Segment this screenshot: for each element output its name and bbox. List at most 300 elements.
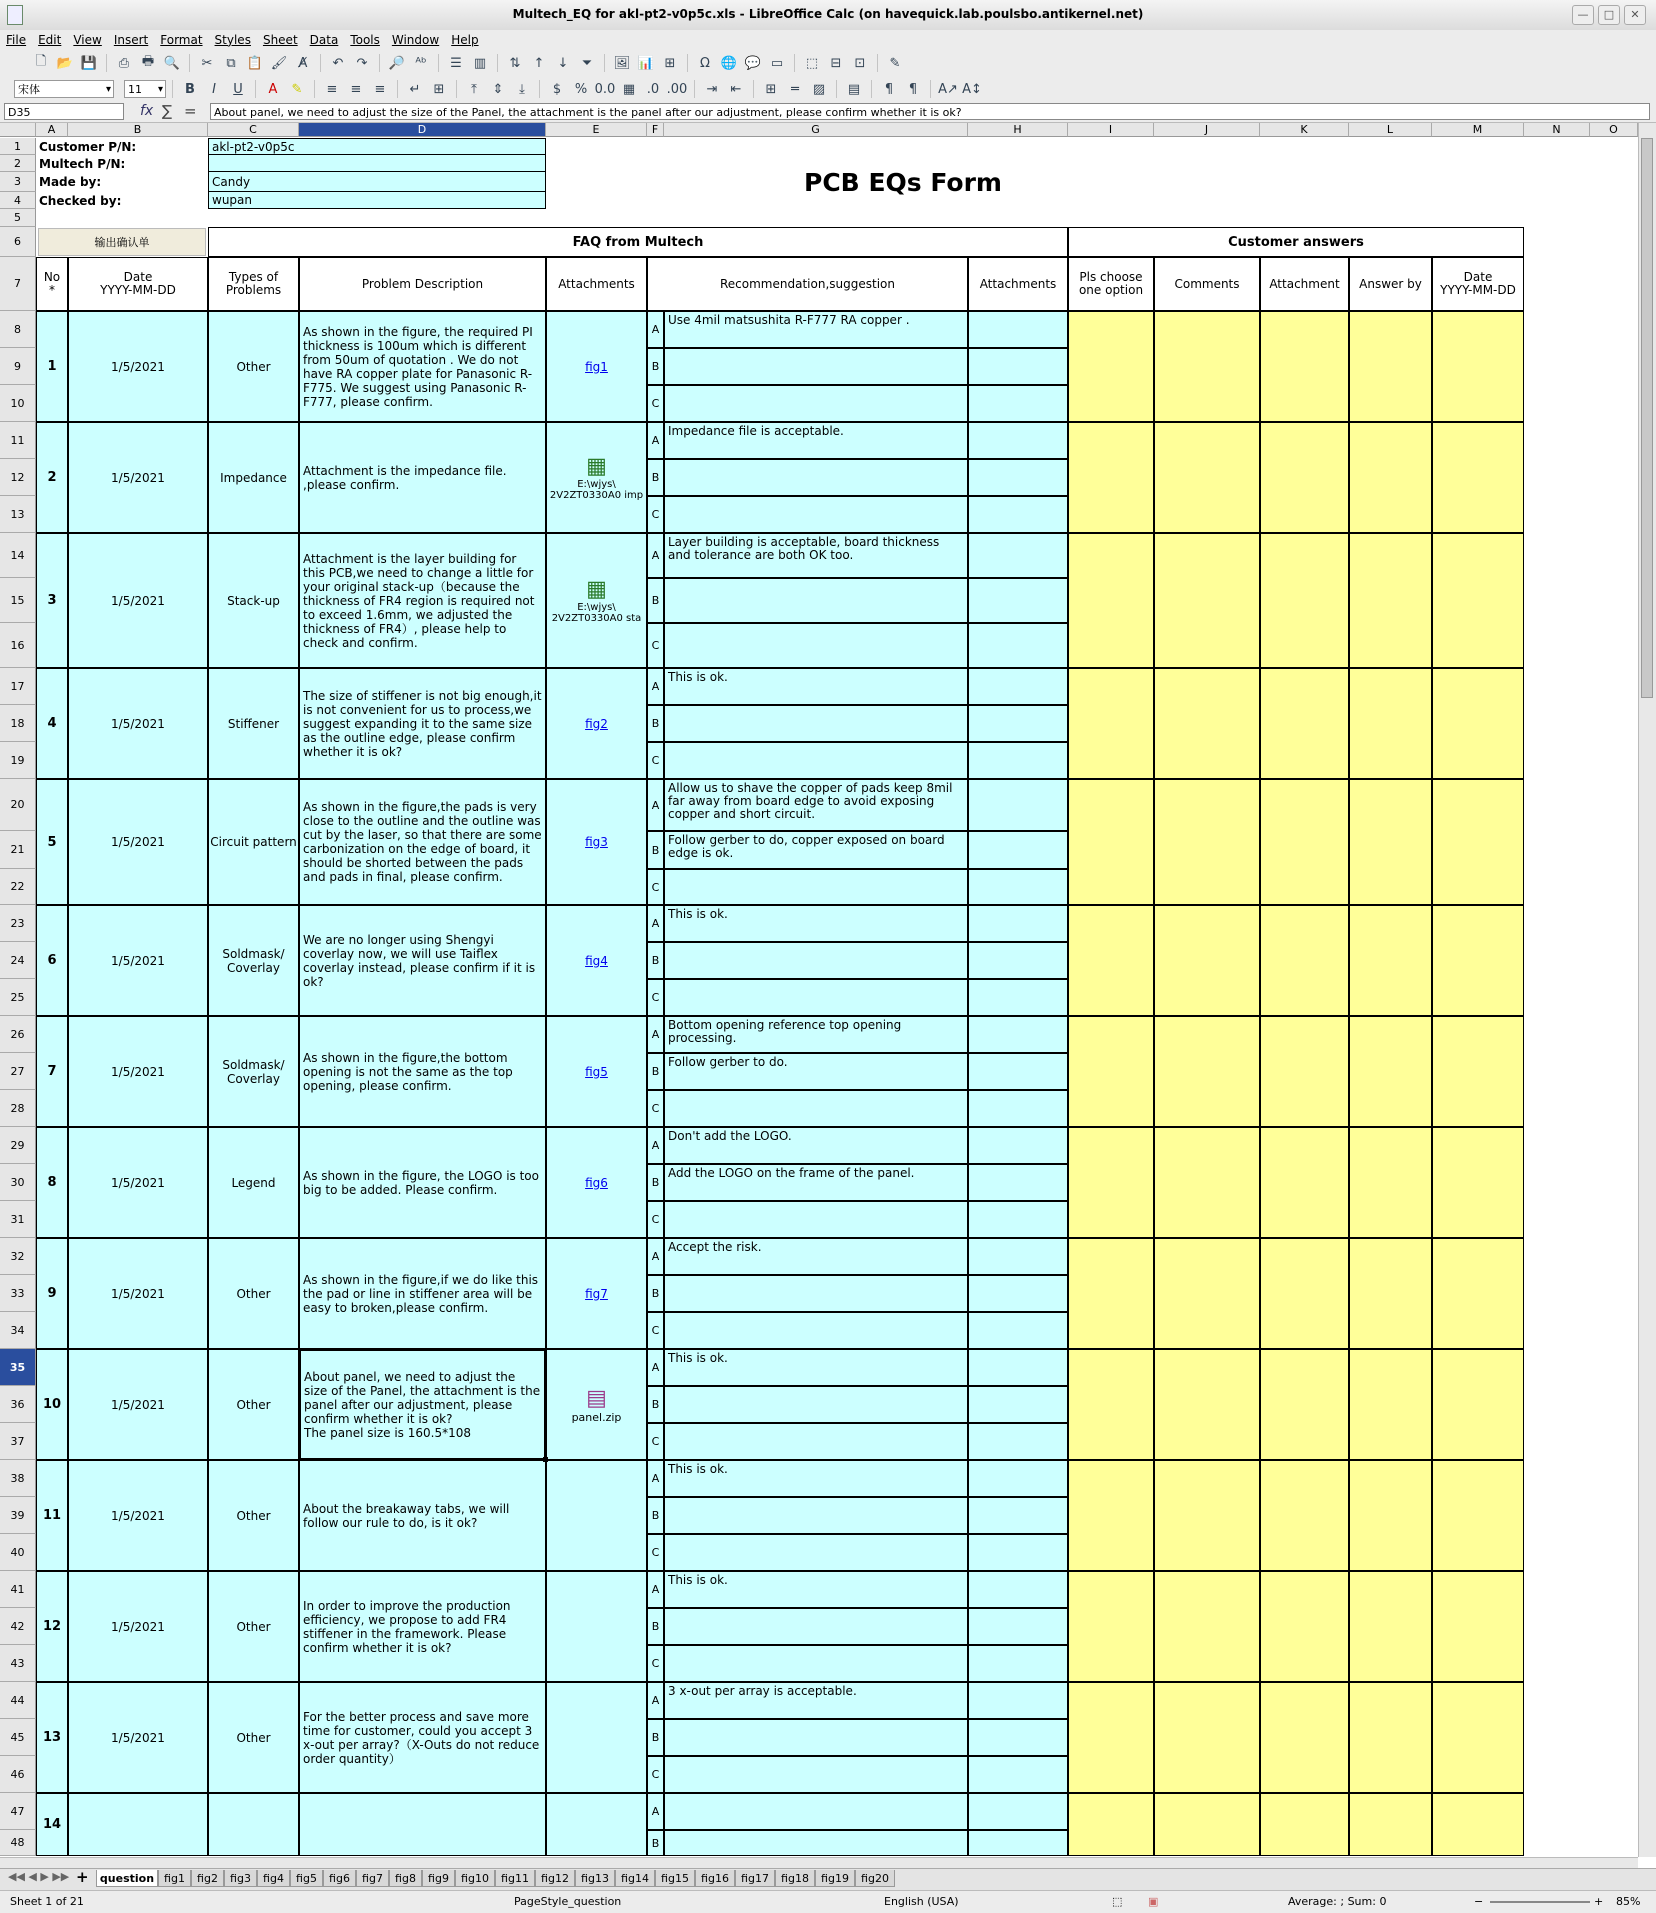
row-header[interactable]: 13 bbox=[0, 496, 36, 533]
row-header[interactable]: 27 bbox=[0, 1053, 36, 1090]
option-recommendation[interactable]: This is ok. bbox=[664, 668, 968, 705]
option-letter[interactable]: C bbox=[647, 1645, 664, 1682]
question-attachment[interactable] bbox=[546, 422, 647, 533]
question-description[interactable]: The size of stiffener is not big enough,it is not convenient for us to process,we suggest expanding it to the same size as the outline edge, please confirm whether it is ok? bbox=[299, 668, 546, 779]
header-value-1[interactable]: akl-pt2-v0p5c bbox=[208, 138, 546, 155]
header-label-1[interactable]: Customer P/N: bbox=[39, 139, 137, 154]
answer-cell-i[interactable] bbox=[1068, 1460, 1154, 1571]
attachment-link[interactable]: fig2 bbox=[585, 716, 608, 731]
question-date[interactable]: 1/5/2021 bbox=[68, 1460, 208, 1571]
highlight-color-icon[interactable]: ✎ bbox=[291, 81, 303, 97]
row-header[interactable]: 35 bbox=[0, 1349, 36, 1386]
question-date[interactable]: 1/5/2021 bbox=[68, 1682, 208, 1793]
answer-cell-i[interactable] bbox=[1068, 422, 1154, 533]
font-color-icon[interactable]: A bbox=[268, 81, 278, 97]
question-type[interactable]: Other bbox=[208, 311, 299, 422]
text-vertical-icon[interactable]: A↕ bbox=[962, 81, 982, 97]
option-recommendation[interactable] bbox=[664, 742, 968, 779]
question-no[interactable]: 7 bbox=[36, 1016, 68, 1127]
cut-icon[interactable]: ✂ bbox=[201, 55, 213, 71]
option-letter[interactable]: B bbox=[647, 348, 664, 385]
question-no[interactable]: 3 bbox=[36, 533, 68, 668]
option-attachment[interactable] bbox=[968, 1534, 1068, 1571]
option-attachment[interactable] bbox=[968, 1645, 1068, 1682]
option-letter[interactable]: C bbox=[647, 869, 664, 905]
question-type[interactable]: Stack-up bbox=[208, 533, 299, 668]
answer-cell-m[interactable] bbox=[1432, 1793, 1524, 1856]
question-no[interactable]: 10 bbox=[36, 1349, 68, 1460]
new-document-icon[interactable]: 🗋 bbox=[35, 54, 47, 69]
menu-window[interactable]: Window bbox=[391, 33, 440, 47]
table-header-no[interactable]: No * bbox=[36, 257, 68, 311]
text-ltr-icon[interactable]: A↗ bbox=[938, 81, 958, 97]
function-wizard-icon[interactable]: fx bbox=[140, 103, 154, 119]
row-header[interactable]: 19 bbox=[0, 742, 36, 779]
option-recommendation[interactable]: Add the LOGO on the frame of the panel. bbox=[664, 1164, 968, 1201]
hyperlink-icon[interactable]: 🌐 bbox=[720, 55, 738, 71]
sheet-tab-fig15[interactable]: fig15 bbox=[655, 1870, 695, 1887]
answer-cell-l[interactable] bbox=[1349, 1571, 1432, 1682]
option-recommendation[interactable] bbox=[664, 1719, 968, 1756]
answer-cell-k[interactable] bbox=[1260, 1349, 1349, 1460]
row-header[interactable]: 8 bbox=[0, 311, 36, 348]
spreadsheet-file-icon[interactable]: ▦ bbox=[586, 577, 607, 602]
option-recommendation[interactable] bbox=[664, 1201, 968, 1238]
add-decimal-icon[interactable]: .0 bbox=[646, 81, 660, 97]
option-attachment[interactable] bbox=[968, 459, 1068, 496]
question-date[interactable]: 1/5/2021 bbox=[68, 422, 208, 533]
comment-icon[interactable]: 💬 bbox=[744, 55, 762, 71]
tab-nav-arrows-icon[interactable]: ◀◀ ◀ ▶ ▶▶ bbox=[8, 1870, 70, 1883]
rtl-icon[interactable]: ¶ bbox=[908, 81, 918, 97]
row-header[interactable]: 7 bbox=[0, 257, 36, 311]
option-letter[interactable]: B bbox=[647, 831, 664, 869]
option-recommendation[interactable] bbox=[664, 942, 968, 979]
increase-indent-icon[interactable]: ⇥ bbox=[706, 81, 718, 97]
question-type[interactable]: Legend bbox=[208, 1127, 299, 1238]
option-recommendation[interactable]: Accept the risk. bbox=[664, 1238, 968, 1275]
question-description[interactable]: As shown in the figure,the pads is very close to the outline and the outline was cut by the laser, so that there are some carbonization on the edge of board, it should be shorted between the pads and pads in final, please confirm. bbox=[299, 779, 546, 905]
sheet-tab-fig2[interactable]: fig2 bbox=[191, 1870, 224, 1887]
menu-sheet[interactable]: Sheet bbox=[262, 33, 298, 47]
option-attachment[interactable] bbox=[968, 705, 1068, 742]
option-recommendation[interactable]: This is ok. bbox=[664, 1571, 968, 1608]
option-recommendation[interactable] bbox=[664, 1386, 968, 1423]
option-recommendation[interactable] bbox=[664, 869, 968, 905]
menu-tools[interactable]: Tools bbox=[350, 33, 380, 47]
answer-cell-j[interactable] bbox=[1154, 1238, 1260, 1349]
option-attachment[interactable] bbox=[968, 1386, 1068, 1423]
answer-cell-j[interactable] bbox=[1154, 1571, 1260, 1682]
row-header[interactable]: 2 bbox=[0, 155, 36, 172]
option-letter[interactable]: B bbox=[647, 459, 664, 496]
answer-cell-i[interactable] bbox=[1068, 533, 1154, 668]
redo-icon[interactable]: ↷ bbox=[356, 55, 368, 71]
sheet-tab-fig3[interactable]: fig3 bbox=[224, 1870, 257, 1887]
question-no[interactable]: 13 bbox=[36, 1682, 68, 1793]
option-recommendation[interactable]: Follow gerber to do, copper exposed on board edge is ok. bbox=[664, 831, 968, 869]
sort-ascending-icon[interactable]: ↑ bbox=[533, 55, 545, 71]
question-no[interactable]: 9 bbox=[36, 1238, 68, 1349]
header-value-4[interactable]: wupan bbox=[208, 192, 546, 209]
answer-cell-m[interactable] bbox=[1432, 533, 1524, 668]
table-header-recommendation[interactable]: Recommendation,suggestion bbox=[647, 257, 968, 311]
export-pdf-icon[interactable]: ⎙ bbox=[118, 55, 130, 71]
sheet-tab-fig9[interactable]: fig9 bbox=[422, 1870, 455, 1887]
question-date[interactable]: 1/5/2021 bbox=[68, 1238, 208, 1349]
header-footer-icon[interactable]: ▭ bbox=[770, 55, 784, 71]
row-header[interactable]: 44 bbox=[0, 1682, 36, 1719]
question-attachment[interactable] bbox=[546, 1793, 647, 1856]
option-recommendation[interactable]: Use 4mil matsushita R-F777 RA copper . bbox=[664, 311, 968, 348]
option-letter[interactable]: A bbox=[647, 905, 664, 942]
option-recommendation[interactable] bbox=[664, 348, 968, 385]
sheet-tab-fig17[interactable]: fig17 bbox=[735, 1870, 775, 1887]
question-attachment[interactable] bbox=[546, 779, 647, 905]
column-header-b[interactable]: B bbox=[68, 123, 208, 137]
row-header[interactable]: 22 bbox=[0, 869, 36, 905]
row-header[interactable]: 28 bbox=[0, 1090, 36, 1127]
option-attachment[interactable] bbox=[968, 311, 1068, 348]
row-header[interactable]: 33 bbox=[0, 1275, 36, 1312]
row-header[interactable]: 24 bbox=[0, 942, 36, 979]
column-header-d[interactable]: D bbox=[299, 123, 546, 137]
answer-cell-k[interactable] bbox=[1260, 1682, 1349, 1793]
option-letter[interactable]: C bbox=[647, 385, 664, 422]
select-all-corner[interactable] bbox=[0, 123, 36, 137]
answer-cell-i[interactable] bbox=[1068, 1793, 1154, 1856]
row-header[interactable]: 11 bbox=[0, 422, 36, 459]
border-color-icon[interactable]: ▨ bbox=[812, 81, 826, 97]
ltr-icon[interactable]: ¶ bbox=[884, 81, 894, 97]
option-recommendation[interactable] bbox=[664, 1275, 968, 1312]
row-header[interactable]: 26 bbox=[0, 1016, 36, 1053]
row-header[interactable]: 23 bbox=[0, 905, 36, 942]
question-attachment[interactable] bbox=[546, 1127, 647, 1238]
option-attachment[interactable] bbox=[968, 1127, 1068, 1164]
option-letter[interactable]: A bbox=[647, 422, 664, 459]
row-header[interactable]: 37 bbox=[0, 1423, 36, 1460]
option-letter[interactable]: A bbox=[647, 668, 664, 705]
question-description[interactable]: As shown in the figure,if we do like this the pad or line in stiffener area will be easy to broken,please confirm. bbox=[299, 1238, 546, 1349]
question-no[interactable]: 1 bbox=[36, 311, 68, 422]
option-recommendation[interactable] bbox=[664, 705, 968, 742]
row-header[interactable]: 40 bbox=[0, 1534, 36, 1571]
row-header[interactable]: 30 bbox=[0, 1164, 36, 1201]
row-header[interactable]: 5 bbox=[0, 209, 36, 227]
option-recommendation[interactable] bbox=[664, 496, 968, 533]
option-recommendation[interactable] bbox=[664, 385, 968, 422]
answer-cell-i[interactable] bbox=[1068, 668, 1154, 779]
row-header[interactable]: 48 bbox=[0, 1830, 36, 1856]
insert-image-icon[interactable]: 🖼 bbox=[613, 55, 631, 71]
answer-cell-j[interactable] bbox=[1154, 422, 1260, 533]
question-no[interactable]: 6 bbox=[36, 905, 68, 1016]
answer-cell-k[interactable] bbox=[1260, 1571, 1349, 1682]
option-recommendation[interactable] bbox=[664, 979, 968, 1016]
font-size-select[interactable]: 11 ▾ bbox=[124, 80, 166, 98]
column-header-g[interactable]: G bbox=[664, 123, 968, 137]
special-character-icon[interactable]: Ω bbox=[700, 55, 710, 71]
option-attachment[interactable] bbox=[968, 1497, 1068, 1534]
answer-cell-j[interactable] bbox=[1154, 905, 1260, 1016]
option-recommendation[interactable]: Follow gerber to do. bbox=[664, 1053, 968, 1090]
table-header-attachments2[interactable]: Attachments bbox=[968, 257, 1068, 311]
row-header[interactable]: 6 bbox=[0, 227, 36, 257]
row-header[interactable]: 9 bbox=[0, 348, 36, 385]
row-header[interactable]: 39 bbox=[0, 1497, 36, 1534]
attachment-link[interactable]: fig4 bbox=[585, 953, 608, 968]
option-recommendation[interactable] bbox=[664, 1423, 968, 1460]
attachment-link[interactable]: fig5 bbox=[585, 1064, 608, 1079]
row-header[interactable]: 12 bbox=[0, 459, 36, 496]
answer-cell-j[interactable] bbox=[1154, 533, 1260, 668]
align-middle-icon[interactable]: ⇕ bbox=[492, 81, 504, 97]
selection-handle[interactable] bbox=[543, 1457, 548, 1462]
align-top-icon[interactable]: ⤒ bbox=[471, 81, 477, 97]
form-title[interactable]: PCB EQs Form bbox=[804, 167, 1002, 197]
sheet-tab-fig10[interactable]: fig10 bbox=[455, 1870, 495, 1887]
menu-styles[interactable]: Styles bbox=[214, 33, 251, 47]
header-label-3[interactable]: Made by: bbox=[39, 175, 102, 189]
option-letter[interactable]: C bbox=[647, 1090, 664, 1127]
answer-cell-i[interactable] bbox=[1068, 1127, 1154, 1238]
question-no[interactable]: 4 bbox=[36, 668, 68, 779]
row-header[interactable]: 47 bbox=[0, 1793, 36, 1830]
borders-icon[interactable]: ⊞ bbox=[765, 81, 777, 97]
option-letter[interactable]: A bbox=[647, 1349, 664, 1386]
question-no[interactable]: 2 bbox=[36, 422, 68, 533]
answer-cell-k[interactable] bbox=[1260, 311, 1349, 422]
column-header-o[interactable]: O bbox=[1590, 123, 1638, 137]
vertical-scrollbar[interactable] bbox=[1638, 123, 1656, 1857]
question-description[interactable]: About panel, we need to adjust the size of the Panel, the attachment is the panel after our adjustment, please confirm whether it is ok? The panel size is 160.5*108 bbox=[299, 1349, 546, 1460]
table-header-date2[interactable]: Date YYYY-MM-DD bbox=[1432, 257, 1524, 311]
header-value-2[interactable] bbox=[208, 155, 546, 172]
table-header-choose[interactable]: Pls choose one option bbox=[1068, 257, 1154, 311]
question-attachment[interactable] bbox=[546, 533, 647, 668]
question-type[interactable]: Stiffener bbox=[208, 668, 299, 779]
row-header[interactable]: 21 bbox=[0, 831, 36, 869]
column-icon[interactable]: ▥ bbox=[473, 55, 487, 71]
option-letter[interactable]: B bbox=[647, 1719, 664, 1756]
option-recommendation[interactable]: Bottom opening reference top opening processing. bbox=[664, 1016, 968, 1053]
menu-view[interactable]: View bbox=[73, 33, 102, 47]
question-description[interactable]: As shown in the figure, the LOGO is too big to be added. Please confirm. bbox=[299, 1127, 546, 1238]
answer-cell-l[interactable] bbox=[1349, 1793, 1432, 1856]
option-letter[interactable]: C bbox=[647, 496, 664, 533]
zoom-slider[interactable] bbox=[1490, 1901, 1590, 1903]
answer-cell-j[interactable] bbox=[1154, 1682, 1260, 1793]
merge-center-icon[interactable]: ⊞ bbox=[433, 81, 445, 97]
print-preview-icon[interactable]: 🔍 bbox=[163, 55, 181, 71]
row-header[interactable]: 1 bbox=[0, 138, 36, 155]
row-header[interactable]: 43 bbox=[0, 1645, 36, 1682]
show-draw-functions-icon[interactable]: ✎ bbox=[889, 55, 901, 71]
save-icon[interactable]: 💾 bbox=[80, 55, 98, 71]
sheet-tab-fig13[interactable]: fig13 bbox=[575, 1870, 615, 1887]
column-header-m[interactable]: M bbox=[1432, 123, 1524, 137]
answer-cell-j[interactable] bbox=[1154, 1460, 1260, 1571]
option-recommendation[interactable]: 3 x-out per array is acceptable. bbox=[664, 1682, 968, 1719]
answer-cell-m[interactable] bbox=[1432, 1127, 1524, 1238]
option-attachment[interactable] bbox=[968, 1682, 1068, 1719]
question-description[interactable]: As shown in the figure, the required PI thickness is 100um which is different from 50um of quotation . We do not have RA copper plate for Panasonic R-F775. We suggest using Panasonic R-F777, please confirm. bbox=[299, 311, 546, 422]
table-header-desc[interactable]: Problem Description bbox=[299, 257, 546, 311]
question-description[interactable]: We are no longer using Shengyi coverlay now, we will use Taiflex coverlay instead, please confirm if it is ok? bbox=[299, 905, 546, 1016]
option-attachment[interactable] bbox=[968, 1830, 1068, 1856]
option-attachment[interactable] bbox=[968, 1756, 1068, 1793]
question-description[interactable]: Attachment is the layer building for this PCB,we need to change a little for your original stack-up（because the thickness of FR4 region is required not to exceed 1.6mm, we adjusted the thickness of FR4）, please help to check and confirm. bbox=[299, 533, 546, 668]
question-date[interactable]: 1/5/2021 bbox=[68, 311, 208, 422]
question-type[interactable]: Other bbox=[208, 1238, 299, 1349]
number-format-icon[interactable]: 0.0 bbox=[594, 81, 616, 97]
option-attachment[interactable] bbox=[968, 1275, 1068, 1312]
minimize-icon[interactable]: — bbox=[1572, 5, 1594, 25]
option-letter[interactable]: A bbox=[647, 1682, 664, 1719]
export-confirm-button[interactable]: 输出确认单 bbox=[38, 228, 206, 256]
define-print-area-icon[interactable]: ⬚ bbox=[805, 55, 819, 71]
answer-cell-m[interactable] bbox=[1432, 1016, 1524, 1127]
autofilter-icon[interactable]: ⏷ bbox=[581, 55, 593, 71]
column-header-l[interactable]: L bbox=[1349, 123, 1432, 137]
question-date[interactable]: 1/5/2021 bbox=[68, 668, 208, 779]
option-letter[interactable]: B bbox=[647, 1275, 664, 1312]
border-style-icon[interactable]: ═ bbox=[791, 81, 799, 97]
undo-icon[interactable]: ↶ bbox=[332, 55, 344, 71]
attachment-link[interactable]: fig6 bbox=[585, 1175, 608, 1190]
question-attachment[interactable] bbox=[546, 905, 647, 1016]
answer-cell-l[interactable] bbox=[1349, 1238, 1432, 1349]
answer-cell-j[interactable] bbox=[1154, 1016, 1260, 1127]
column-header-f[interactable]: F bbox=[647, 123, 664, 137]
option-attachment[interactable] bbox=[968, 1793, 1068, 1830]
option-attachment[interactable] bbox=[968, 348, 1068, 385]
row-header[interactable]: 46 bbox=[0, 1756, 36, 1793]
question-type[interactable]: Soldmask/ Coverlay bbox=[208, 905, 299, 1016]
question-attachment[interactable] bbox=[546, 1682, 647, 1793]
attachment-link[interactable]: fig1 bbox=[585, 359, 608, 374]
question-no[interactable]: 8 bbox=[36, 1127, 68, 1238]
question-no[interactable]: 5 bbox=[36, 779, 68, 905]
sheet-tab-fig8[interactable]: fig8 bbox=[389, 1870, 422, 1887]
question-type[interactable]: Other bbox=[208, 1682, 299, 1793]
split-window-icon[interactable]: ⊡ bbox=[854, 55, 866, 71]
copy-icon[interactable]: ⧉ bbox=[226, 55, 236, 71]
date-format-icon[interactable]: ▦ bbox=[622, 81, 636, 97]
sheet-tab-question[interactable]: question bbox=[96, 1870, 158, 1887]
option-recommendation[interactable]: Impedance file is acceptable. bbox=[664, 422, 968, 459]
option-attachment[interactable] bbox=[968, 979, 1068, 1016]
answer-cell-l[interactable] bbox=[1349, 1460, 1432, 1571]
option-letter[interactable]: B bbox=[647, 1497, 664, 1534]
option-recommendation[interactable] bbox=[664, 623, 968, 668]
option-attachment[interactable] bbox=[968, 831, 1068, 869]
option-letter[interactable]: B bbox=[647, 1164, 664, 1201]
close-icon[interactable]: ✕ bbox=[1624, 5, 1646, 25]
answer-cell-i[interactable] bbox=[1068, 1238, 1154, 1349]
question-type[interactable] bbox=[208, 1793, 299, 1856]
option-recommendation[interactable] bbox=[664, 1534, 968, 1571]
sheet-tab-fig4[interactable]: fig4 bbox=[257, 1870, 290, 1887]
answer-cell-m[interactable] bbox=[1432, 1571, 1524, 1682]
option-letter[interactable]: A bbox=[647, 1238, 664, 1275]
menu-file[interactable]: File bbox=[6, 33, 27, 47]
answer-cell-i[interactable] bbox=[1068, 1016, 1154, 1127]
question-date[interactable]: 1/5/2021 bbox=[68, 1127, 208, 1238]
option-attachment[interactable] bbox=[968, 905, 1068, 942]
option-attachment[interactable] bbox=[968, 1349, 1068, 1386]
spelling-icon[interactable]: ᴬᵇ bbox=[415, 55, 427, 71]
answer-cell-m[interactable] bbox=[1432, 779, 1524, 905]
row-header[interactable]: 17 bbox=[0, 668, 36, 705]
question-date[interactable]: 1/5/2021 bbox=[68, 1571, 208, 1682]
answer-cell-l[interactable] bbox=[1349, 668, 1432, 779]
question-description[interactable]: As shown in the figure,the bottom opening is not the same as the top opening, please confirm. bbox=[299, 1016, 546, 1127]
option-attachment[interactable] bbox=[968, 1719, 1068, 1756]
row-icon[interactable]: ☰ bbox=[450, 55, 462, 71]
option-attachment[interactable] bbox=[968, 668, 1068, 705]
answer-cell-m[interactable] bbox=[1432, 668, 1524, 779]
menu-help[interactable]: Help bbox=[451, 33, 479, 47]
answer-cell-j[interactable] bbox=[1154, 1793, 1260, 1856]
answer-cell-i[interactable] bbox=[1068, 1349, 1154, 1460]
answer-cell-i[interactable] bbox=[1068, 1682, 1154, 1793]
header-value-3[interactable]: Candy bbox=[208, 172, 546, 192]
option-attachment[interactable] bbox=[968, 1164, 1068, 1201]
option-letter[interactable]: A bbox=[647, 1793, 664, 1830]
clone-formatting-icon[interactable]: 🖌 bbox=[270, 55, 288, 71]
align-center-icon[interactable]: ≡ bbox=[350, 81, 362, 97]
option-recommendation[interactable] bbox=[664, 1793, 968, 1830]
row-header[interactable]: 41 bbox=[0, 1571, 36, 1608]
column-header-h[interactable]: H bbox=[968, 123, 1068, 137]
option-letter[interactable]: C bbox=[647, 1423, 664, 1460]
option-recommendation[interactable]: Don't add the LOGO. bbox=[664, 1127, 968, 1164]
option-recommendation[interactable] bbox=[664, 1312, 968, 1349]
decrease-indent-icon[interactable]: ⇤ bbox=[730, 81, 742, 97]
clear-formatting-icon[interactable]: A̸ bbox=[298, 55, 308, 71]
question-type[interactable]: Other bbox=[208, 1349, 299, 1460]
menu-data[interactable]: Data bbox=[309, 33, 339, 47]
column-header-a[interactable]: A bbox=[36, 123, 68, 137]
sheet-tab-fig16[interactable]: fig16 bbox=[695, 1870, 735, 1887]
table-header-answer_by[interactable]: Answer by bbox=[1349, 257, 1432, 311]
option-letter[interactable]: C bbox=[647, 1756, 664, 1793]
sheet-tab-fig19[interactable]: fig19 bbox=[815, 1870, 855, 1887]
answer-cell-m[interactable] bbox=[1432, 1682, 1524, 1793]
option-attachment[interactable] bbox=[968, 1423, 1068, 1460]
open-icon[interactable]: 📂 bbox=[56, 55, 74, 71]
delete-decimal-icon[interactable]: .00 bbox=[666, 81, 688, 97]
column-header-j[interactable]: J bbox=[1154, 123, 1260, 137]
underline-icon[interactable]: U bbox=[233, 81, 243, 97]
option-recommendation[interactable] bbox=[664, 1497, 968, 1534]
option-recommendation[interactable]: Layer building is acceptable, board thickness and tolerance are both OK too. bbox=[664, 533, 968, 578]
question-date[interactable]: 1/5/2021 bbox=[68, 779, 208, 905]
question-attachment[interactable] bbox=[546, 1238, 647, 1349]
sheet-tab-fig7[interactable]: fig7 bbox=[356, 1870, 389, 1887]
option-letter[interactable]: B bbox=[647, 705, 664, 742]
question-date[interactable]: 1/5/2021 bbox=[68, 1016, 208, 1127]
answer-cell-j[interactable] bbox=[1154, 311, 1260, 422]
option-recommendation[interactable]: This is ok. bbox=[664, 1349, 968, 1386]
answer-cell-l[interactable] bbox=[1349, 422, 1432, 533]
option-recommendation[interactable]: Allow us to shave the copper of pads keep 8mil far away from board edge to avoid exposing copper and short circuit. bbox=[664, 779, 968, 831]
align-left-icon[interactable]: ≡ bbox=[326, 81, 338, 97]
attachment-link[interactable]: fig7 bbox=[585, 1286, 608, 1301]
question-type[interactable]: Other bbox=[208, 1571, 299, 1682]
